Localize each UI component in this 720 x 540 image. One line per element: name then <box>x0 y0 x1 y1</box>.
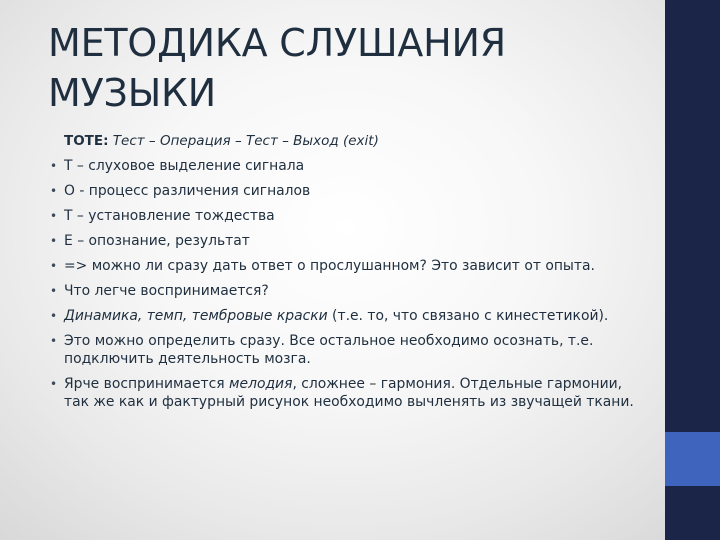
bullet-text: Ярче воспринимается <box>64 376 230 392</box>
bullet-item <box>50 182 650 200</box>
slide-title-line-2: МУЗЫКИ <box>48 71 217 115</box>
tote-label: TOTE: <box>64 133 109 149</box>
bullet-italic-text: мелодия <box>229 376 293 392</box>
slide-title-line-1: МЕТОДИКА СЛУШАНИЯ <box>48 21 506 65</box>
bullet-text: Что легче воспринимается? <box>64 283 269 299</box>
bullet-item <box>50 157 650 175</box>
tote-text: Тест – Операция – Тест – Выход (exit) <box>108 133 379 149</box>
bullet-text: Т – установление тождества <box>64 208 275 224</box>
bullet-item <box>50 332 650 368</box>
bullet-text: => можно ли сразу дать ответ о прослушанном? Это зависит от опыта. <box>64 258 595 274</box>
accent-block <box>665 432 720 486</box>
bullet-item <box>50 307 650 325</box>
bullet-italic-text: Динамика, темп, тембровые краски <box>64 308 328 324</box>
bullet-text: Это можно определить сразу. Все остальное необходимо осознать, т.е. подключить деятельность мозга. <box>64 333 594 367</box>
bullet-item <box>50 207 650 225</box>
bullet-item <box>50 282 650 300</box>
bullet-text: (т.е. то, что связано с кинестетикой). <box>327 308 609 324</box>
slide-title <box>48 18 648 118</box>
bullet-text: О - процесс различения сигналов <box>64 183 311 199</box>
bullet-text: , сложнее – гармония. Отдельные гармонии, так же как и фактурный рисунок необходимо вычленять из звучащей ткани. <box>64 376 634 410</box>
bullet-item <box>50 232 650 250</box>
bullet-item <box>50 375 650 411</box>
bullet-list <box>50 157 650 411</box>
slide-content <box>50 132 650 418</box>
bullet-text: Т – слуховое выделение сигнала <box>64 158 305 174</box>
tote-line <box>64 132 650 150</box>
bullet-text: Е – опознание, результат <box>64 233 250 249</box>
bullet-item <box>50 257 650 275</box>
